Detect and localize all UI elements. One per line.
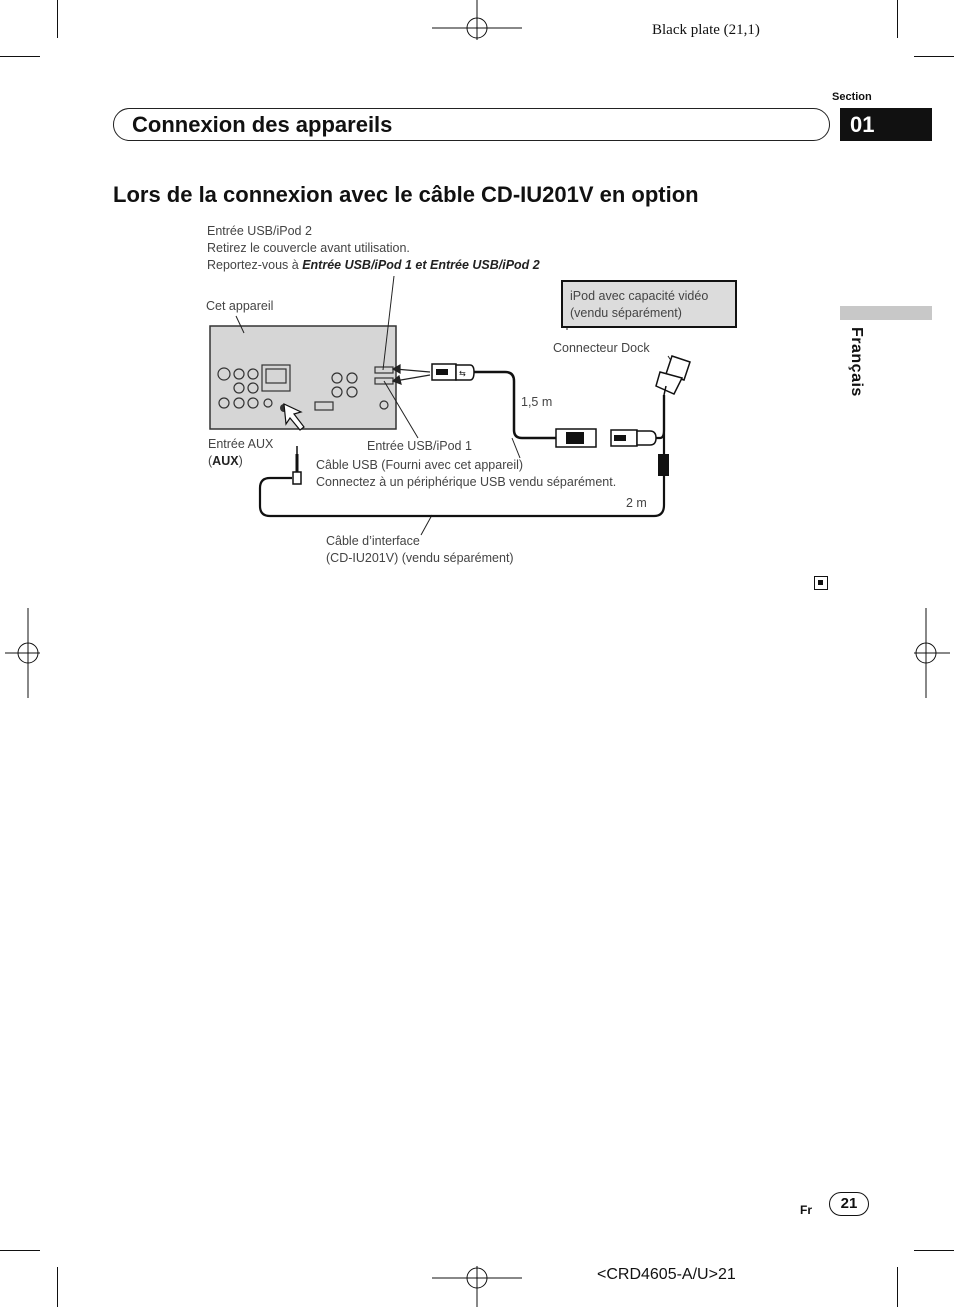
page-number: 21 (829, 1192, 869, 1216)
usb-cable-label: Câble USB (Fourni avec cet appareil) (316, 458, 524, 472)
usb2-note: Retirez le couvercle avant utilisation. (207, 241, 410, 255)
document-code: <CRD4605-A/U>21 (597, 1266, 736, 1283)
ipod-box (562, 281, 736, 327)
end-of-section-icon (814, 576, 828, 590)
page-title: Lors de la connexion avec le câble CD-IU201V en option (113, 182, 699, 207)
usb-socket-female (556, 429, 596, 447)
aux-code: (AUX) (208, 454, 243, 468)
length-1-5m: 1,5 m (521, 395, 553, 409)
language-label: Français (848, 327, 865, 397)
language-code: Fr (800, 1203, 812, 1217)
section-number: 01 (840, 108, 932, 141)
usb1-label: Entrée USB/iPod 1 (367, 439, 472, 453)
plate-label: Black plate (21,1) (652, 22, 760, 38)
aux-mini-jack (293, 446, 301, 484)
cable-ferrite (658, 454, 669, 476)
section-label: Section (832, 91, 872, 103)
interface-cable-label: Câble d’interface (326, 534, 420, 548)
aux-label: Entrée AUX (208, 437, 274, 451)
dock-connector (656, 356, 690, 395)
length-2m: 2 m (626, 496, 647, 510)
usb2-label: Entrée USB/iPod 2 (207, 224, 312, 238)
usb2-reference: Reportez-vous à Entrée USB/iPod 1 et Entrée USB/iPod 2 (207, 258, 540, 272)
chapter-title: Connexion des appareils (113, 108, 830, 141)
head-unit-rear-panel (210, 326, 396, 429)
usb-cable-note: Connectez à un périphérique USB vendu séparément. (316, 475, 617, 489)
ipod-label-line2: (vendu séparément) (570, 306, 682, 320)
svg-text:⇆: ⇆ (459, 369, 466, 378)
ipod-label-line1: iPod avec capacité vidéo (570, 289, 709, 303)
interface-cable-model: (CD-IU201V) (vendu séparément) (326, 551, 514, 565)
connection-diagram (0, 0, 954, 620)
usb-plug-male (432, 364, 474, 380)
dock-label: Connecteur Dock (553, 341, 650, 355)
this-unit-label: Cet appareil (206, 299, 274, 313)
usb-plug-iface (611, 430, 656, 446)
